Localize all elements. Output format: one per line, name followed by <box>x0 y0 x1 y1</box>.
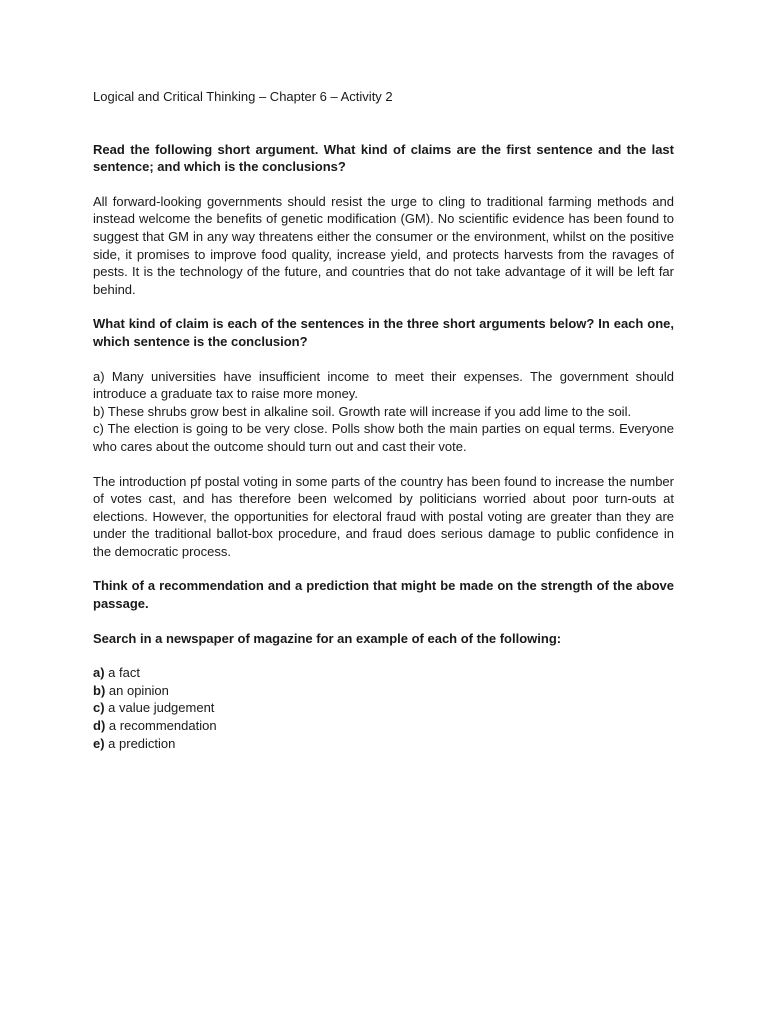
argument-a: a) Many universities have insufficient income to meet their expenses. The government should introduce a graduate tax to raise more money. <box>93 368 674 402</box>
list-item-letter: e) <box>93 735 105 751</box>
argument-c: c) The election is going to be very close. Polls show both the main parties on equal terms. Everyone who cares about the outcome should turn out and cast their vote. <box>93 421 674 454</box>
question-1: Read the following short argument. What kind of claims are the first sentence and the last sentence; and which is the conclusions? <box>93 141 674 175</box>
list-item-text: a prediction <box>104 735 176 751</box>
list-item-text: a fact <box>104 665 140 681</box>
list-item-letter: b) <box>93 682 106 698</box>
list-item <box>93 735 674 753</box>
list-item-text: a recommendation <box>105 718 217 734</box>
examples-list <box>93 664 674 752</box>
argument-1: All forward-looking governments should resist the urge to cling to traditional farming methods and instead welcome the benefits of genetic modification (GM). No scientific evidence has been found to suggest that GM in any way threatens either the consumer or the environment, whilst on the positive side, it promises to improve food quality, increase yield, and protects harvests from the ravages of pests. It is the technology of the future, and countries that do not take advantage of it will be left far behind. <box>93 193 674 297</box>
question-3: Think of a recommendation and a prediction that might be made on the strength of the above passage. <box>93 578 674 612</box>
passage: The introduction pf postal voting in some parts of the country has been found to increase the number of votes cast, and has therefore been welcomed by politicians worried about poor turn-outs at elections. However, the opportunities for electoral fraud with postal voting are greater than they are under the traditional ballot-box procedure, and fraud does serious damage to public confidence in the democratic process. <box>93 473 674 559</box>
document-title: Logical and Critical Thinking – Chapter 6 – Activity 2 <box>93 89 393 104</box>
list-item <box>93 717 674 735</box>
list-item <box>93 664 674 682</box>
list-item-letter: a) <box>93 665 105 681</box>
list-item-text: a value judgement <box>104 700 215 716</box>
argument-b: b) These shrubs grow best in alkaline soil. Growth rate will increase if you add lime to the soil. <box>93 403 632 419</box>
list-item-letter: c) <box>93 700 105 716</box>
list-item <box>93 682 674 700</box>
document-page <box>93 88 674 752</box>
list-item-letter: d) <box>93 718 106 734</box>
question-2: What kind of claim is each of the sentences in the three short arguments below? In each one, which sentence is the conclusion? <box>93 316 674 349</box>
list-item <box>93 699 674 717</box>
argument-list <box>93 368 674 456</box>
list-item-text: an opinion <box>105 682 169 698</box>
question-4: Search in a newspaper of magazine for an example of each of the following: <box>93 630 562 646</box>
